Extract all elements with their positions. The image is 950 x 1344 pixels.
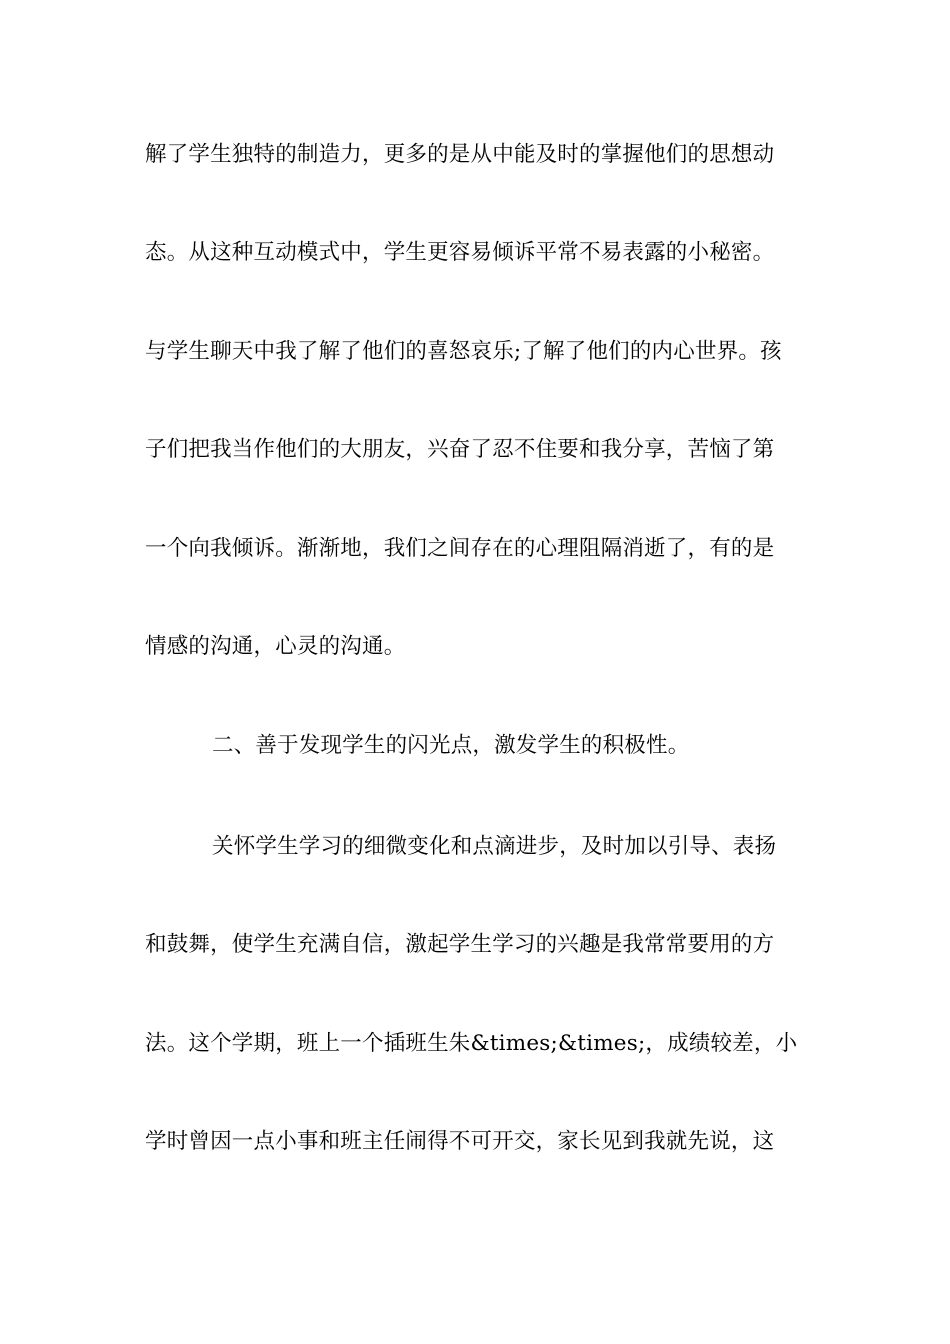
text-line-6: 情感的沟通，心灵的沟通。 [145, 634, 406, 659]
text-line-8: 关怀学生学习的细微变化和点滴进步，及时加以引导、表扬 [212, 834, 777, 859]
section-heading: 二、善于发现学生的闪光点，激发学生的积极性。 [212, 733, 690, 758]
text-line-10: 法。这个学期，班上一个插班生朱&times;&times;，成绩较差，小 [145, 1031, 798, 1056]
text-line-9: 和鼓舞，使学生充满自信，激起学生学习的兴趣是我常常要用的方 [145, 932, 775, 957]
text-line-11: 学时曾因一点小事和班主任闹得不可开交，家长见到我就先说，这 [145, 1129, 775, 1154]
text-line-1: 解了学生独特的制造力，更多的是从中能及时的掌握他们的思想动 [145, 142, 775, 167]
text-line-5: 一个向我倾诉。渐渐地，我们之间存在的心理阻隔消逝了，有的是 [145, 536, 775, 561]
text-line-3: 与学生聊天中我了解了他们的喜怒哀乐;了解了他们的内心世界。孩 [145, 339, 782, 364]
text-line-4: 子们把我当作他们的大朋友，兴奋了忍不住要和我分享，苦恼了第 [145, 437, 775, 462]
text-line-2: 态。从这种互动模式中，学生更容易倾诉平常不易表露的小秘密。 [145, 240, 775, 265]
